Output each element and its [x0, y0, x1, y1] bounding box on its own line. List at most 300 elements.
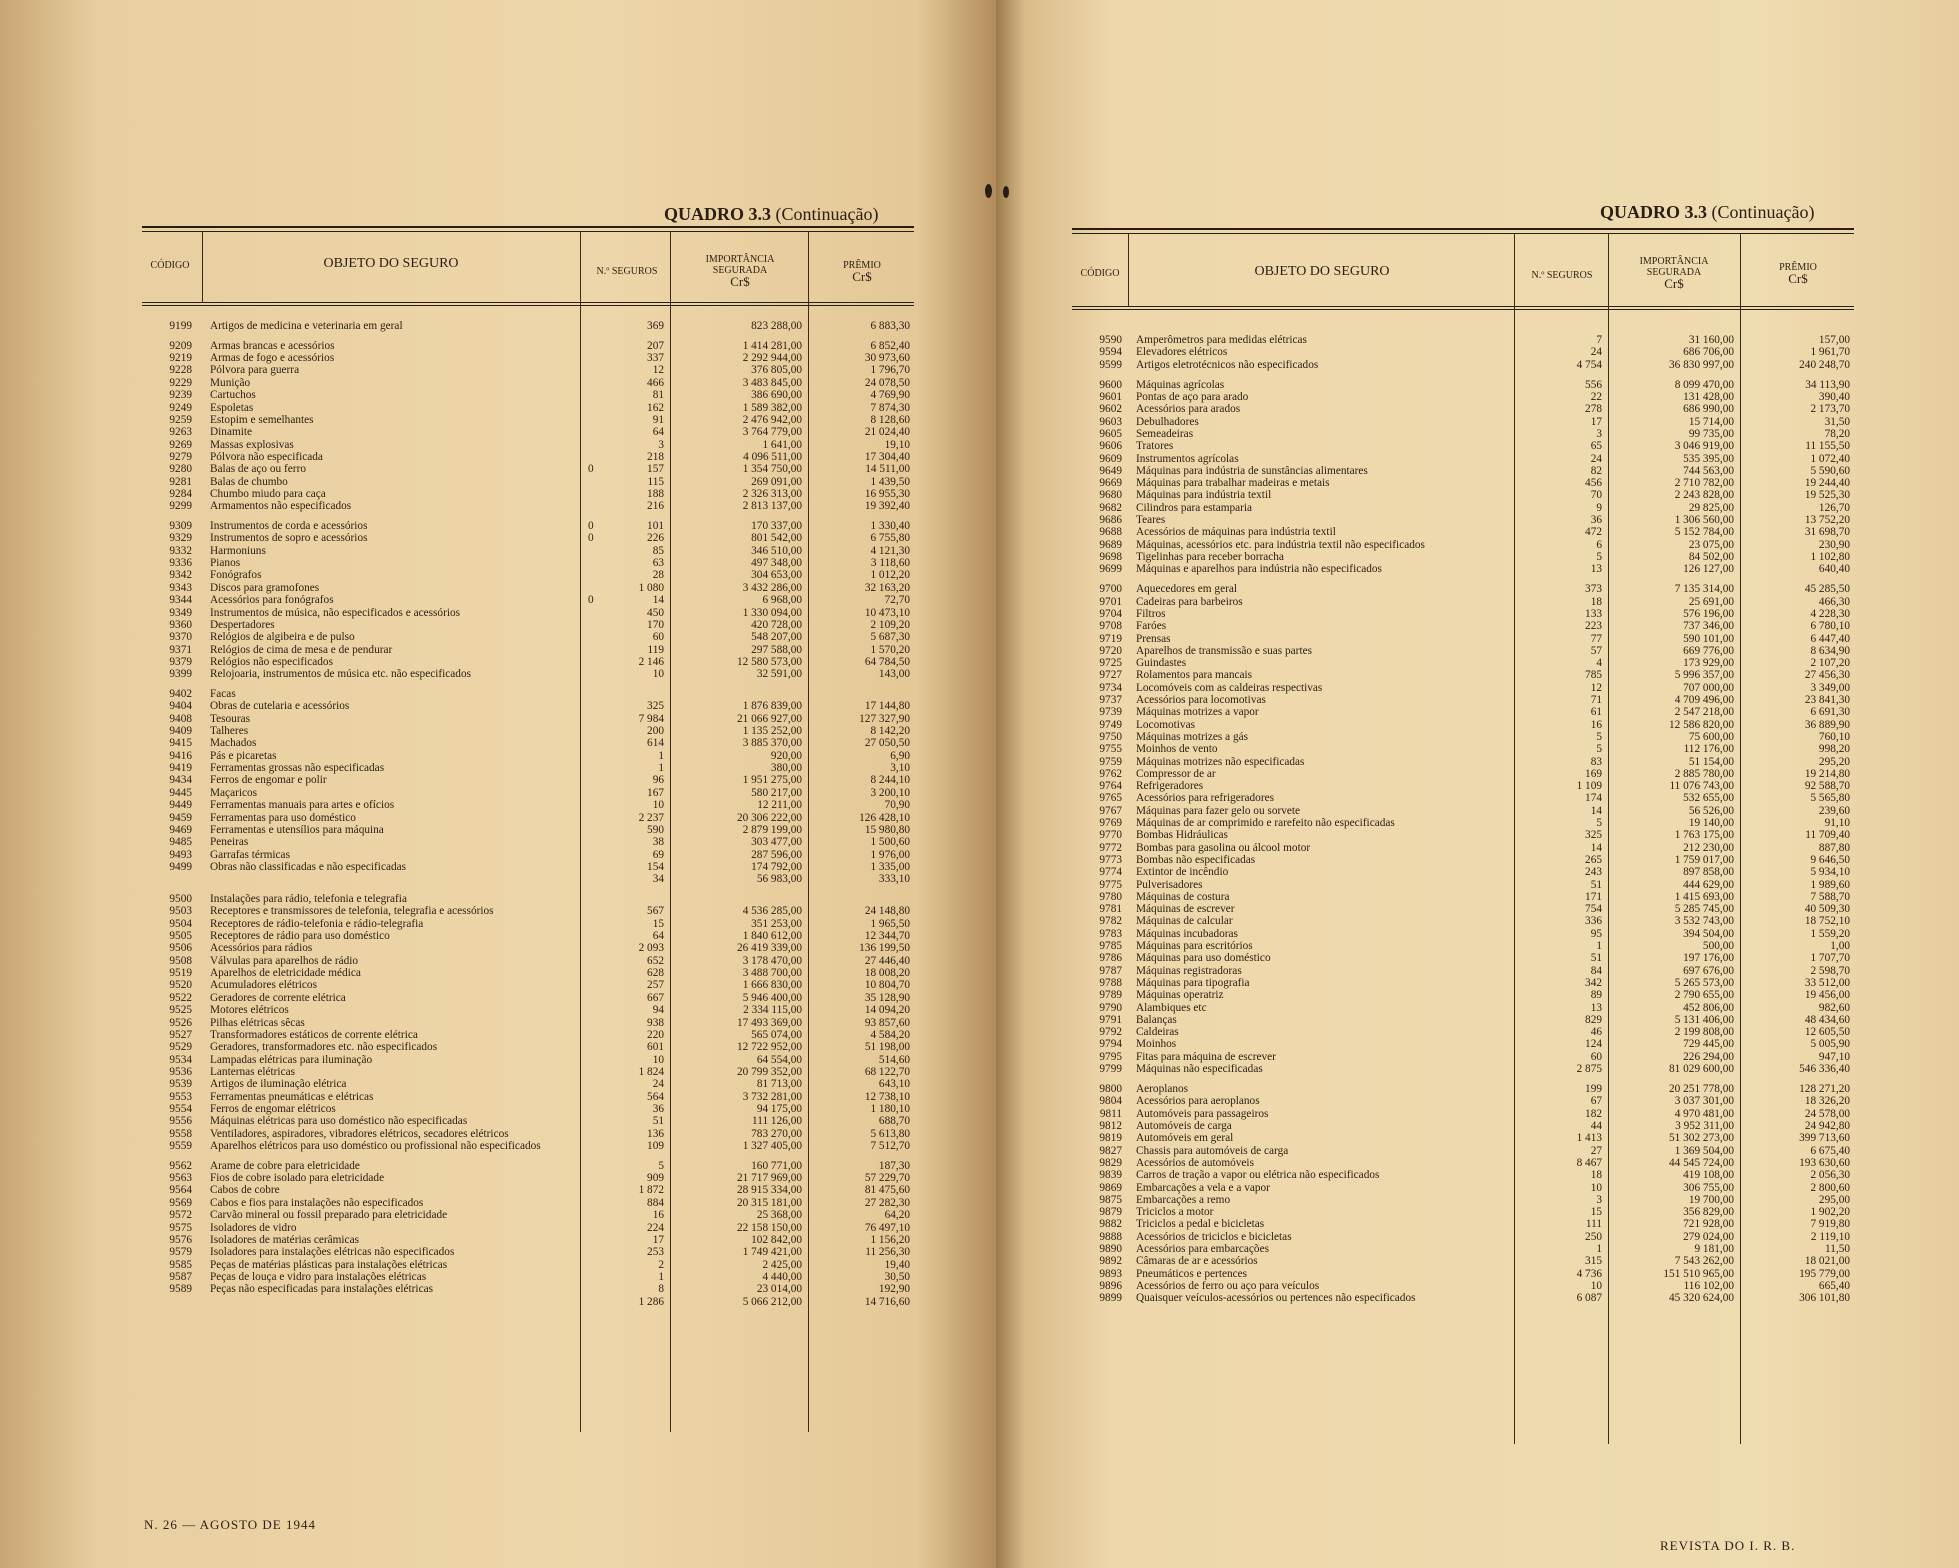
row-count: 6 087 [1576, 1292, 1602, 1305]
row-mark: 0 [588, 594, 594, 607]
table-row [0, 750, 996, 763]
row-mark: 0 [588, 532, 594, 545]
row-code: 9762 [1099, 767, 1122, 780]
row-code: 9336 [169, 557, 192, 570]
table-row [0, 824, 996, 837]
row-insured-value: 116 102,00 [1683, 1279, 1734, 1292]
row-insured-value: 744 563,00 [1683, 464, 1734, 477]
row-count: 36 [652, 1102, 664, 1115]
column-code: CÓDIGO [1080, 268, 1120, 279]
row-object: Prensas [1136, 632, 1171, 645]
row-object: Acessórios de triciclos e bicicletas [1136, 1230, 1292, 1243]
row-code: 9699 [1099, 563, 1122, 576]
row-premium: 1 707,70 [1810, 952, 1850, 965]
table-row [0, 439, 996, 452]
row-premium: 514,60 [878, 1053, 910, 1066]
table-row [0, 873, 996, 886]
row-count: 218 [647, 450, 664, 463]
row-count: 101 [647, 520, 664, 533]
table-row [0, 1078, 996, 1091]
row-premium: 6 852,40 [870, 339, 910, 352]
row-object: Tratores [1136, 440, 1174, 453]
row-count: 5 [1596, 730, 1602, 743]
table-row [996, 694, 1959, 707]
column-insured-value: IMPORTÂNCIA SEGURADA Cr$ [1639, 256, 1709, 291]
row-count: 28 [652, 569, 664, 582]
row-insured-value: 3 732 281,00 [742, 1090, 802, 1103]
row-object: Instrumentos agrícolas [1136, 452, 1239, 465]
table-row [0, 1091, 996, 1104]
row-insured-value: 4 970 481,00 [1674, 1107, 1734, 1120]
row-object: Instrumentos de música, não especificados e acessórios [210, 606, 461, 619]
row-count: 65 [1590, 440, 1602, 453]
row-premium: 12 344,70 [864, 930, 910, 943]
row-code: 9759 [1099, 755, 1122, 768]
table-row [996, 391, 1959, 404]
row-code: 9559 [169, 1140, 192, 1152]
row-insured-value: 2 326 313,00 [742, 487, 802, 500]
row-premium: 33 512,00 [1804, 976, 1850, 989]
row-count: 51 [1590, 878, 1602, 891]
row-count: 10 [652, 668, 664, 681]
row-count: 46 [1590, 1026, 1602, 1039]
row-object: Amperômetros para medidas elétricas [1136, 334, 1307, 346]
row-count: 1 872 [638, 1184, 664, 1197]
row-code: 9329 [169, 532, 192, 545]
table-row [0, 725, 996, 738]
table-row [0, 1160, 996, 1173]
row-insured-value: 112 176,00 [1683, 743, 1734, 756]
row-code: 9792 [1099, 1026, 1122, 1039]
row-object: Carvão mineral ou fossil preparado para eletricidade [210, 1209, 448, 1222]
row-object: Quaisquer veículos-acessórios ou pertences não especificados [1136, 1292, 1416, 1305]
row-premium: 2 109,20 [870, 618, 910, 631]
row-count: 27 [1590, 1144, 1602, 1157]
table-row [0, 631, 996, 644]
row-premium: 640,40 [1818, 563, 1850, 576]
row-count: 342 [1585, 976, 1602, 989]
row-object: Fios de cobre isolado para eletricidade [210, 1172, 385, 1185]
row-code: 9790 [1099, 1001, 1122, 1014]
table-row [0, 488, 996, 501]
row-count: 115 [647, 475, 664, 488]
row-count: 24 [652, 1078, 664, 1091]
table-row [0, 1296, 996, 1309]
row-count: 136 [647, 1127, 664, 1140]
row-object: Massas explosivas [210, 438, 294, 451]
row-code: 9409 [169, 725, 192, 738]
row-object: Faróes [1136, 620, 1167, 633]
table-row [0, 737, 996, 750]
row-object: Munição [210, 376, 251, 389]
row-count: 16 [1590, 718, 1602, 731]
row-code: 9344 [169, 594, 192, 607]
row-count: 85 [652, 544, 664, 557]
table-row [0, 893, 996, 906]
table-row [996, 940, 1959, 953]
row-premium: 947,10 [1818, 1050, 1850, 1063]
table-row [996, 854, 1959, 867]
table-row [0, 836, 996, 849]
row-insured-value: 287 596,00 [751, 848, 802, 861]
row-code: 9415 [169, 737, 192, 750]
row-premium: 18 008,20 [864, 967, 910, 980]
row-count: 614 [647, 737, 664, 750]
table-row [996, 989, 1959, 1002]
row-insured-value: 346 510,00 [751, 544, 802, 557]
row-insured-value: 380,00 [770, 762, 802, 775]
row-code: 9700 [1099, 583, 1122, 596]
row-object: Teares [1136, 514, 1166, 526]
table-row [996, 539, 1959, 552]
row-premium: 17 144,80 [864, 700, 910, 713]
row-insured-value: 590 101,00 [1683, 632, 1734, 645]
row-premium: 982,60 [1818, 1001, 1850, 1014]
row-code: 9782 [1099, 915, 1122, 928]
row-code: 9553 [169, 1090, 192, 1103]
row-object: Cartuchos [210, 389, 256, 402]
row-count: 157 [647, 463, 664, 476]
table-row [0, 476, 996, 489]
row-object: Ferros de engomar elétricos [210, 1102, 336, 1115]
row-object: Artigos de iluminação elétrica [210, 1078, 347, 1091]
table-row [996, 731, 1959, 744]
row-premium: 1 072,40 [1810, 452, 1850, 465]
row-code: 9737 [1099, 694, 1122, 706]
row-code: 9899 [1099, 1292, 1122, 1305]
row-insured-value: 28 915 334,00 [737, 1184, 802, 1197]
table-row [0, 1246, 996, 1259]
row-premium: 70,90 [884, 799, 910, 812]
row-premium: 11 709,40 [1805, 829, 1850, 842]
row-insured-value: 1 414 281,00 [742, 339, 802, 352]
row-premium: 12 738,10 [864, 1090, 910, 1103]
row-code: 9727 [1099, 669, 1122, 682]
row-object: Ferramentas e utensílios para máquina [210, 823, 384, 836]
row-object: Motores elétricos [210, 1004, 289, 1017]
row-premium: 5 687,30 [870, 631, 910, 644]
row-count: 3 [658, 438, 664, 451]
row-count: 2 [658, 1258, 664, 1271]
row-premium: 1 156,20 [870, 1233, 910, 1246]
table-row [0, 918, 996, 931]
row-object: Máquinas operatriz [1136, 989, 1224, 1002]
row-count: 884 [647, 1196, 664, 1209]
row-insured-value: 12 580 573,00 [737, 655, 802, 668]
row-premium: 887,80 [1818, 841, 1850, 854]
row-object: Embarcações a remo [1136, 1193, 1231, 1206]
row-count: 369 [647, 320, 664, 332]
row-insured-value: 3 885 370,00 [742, 737, 802, 750]
table-row [996, 403, 1959, 416]
row-object: Extintor de incêndio [1136, 866, 1229, 879]
row-count: 8 [658, 1283, 664, 1296]
row-count: 590 [647, 823, 664, 836]
row-premium: 7 874,30 [870, 401, 910, 414]
table-row [996, 514, 1959, 527]
row-object: Armamentos não especificados [210, 500, 352, 513]
table-row [996, 965, 1959, 978]
row-premium: 2 056,30 [1810, 1169, 1850, 1182]
row-object: Caldeiras [1136, 1026, 1179, 1039]
row-premium: 40 509,30 [1804, 903, 1850, 916]
table-row [0, 451, 996, 464]
row-object: Máquinas elétricas para uso doméstico não especificadas [210, 1115, 468, 1128]
row-code: 9449 [169, 799, 192, 812]
row-insured-value: 5 066 212,00 [742, 1295, 802, 1308]
row-insured-value: 6 968,00 [762, 594, 802, 607]
row-insured-value: 45 320 624,00 [1669, 1292, 1734, 1305]
table-row [996, 502, 1959, 515]
row-code: 9563 [169, 1172, 192, 1185]
row-code: 9520 [169, 979, 192, 992]
row-premium: 81 475,60 [864, 1184, 910, 1197]
row-code: 9419 [169, 762, 192, 775]
table-row [0, 979, 996, 992]
row-premium: 128 271,20 [1799, 1083, 1850, 1096]
row-premium: 5 590,60 [1810, 464, 1850, 477]
row-premium: 27 446,40 [864, 954, 910, 967]
row-code: 9890 [1099, 1243, 1122, 1255]
table-row [0, 700, 996, 713]
row-count: 17 [1590, 415, 1602, 428]
row-insured-value: 81 029 600,00 [1669, 1063, 1734, 1075]
row-insured-value: 2 199 808,00 [1674, 1026, 1734, 1039]
row-count: 1 [658, 749, 664, 762]
row-code: 9720 [1099, 644, 1122, 657]
row-code: 9725 [1099, 657, 1122, 670]
row-insured-value: 64 554,00 [756, 1053, 802, 1066]
row-premium: 14 716,60 [864, 1295, 910, 1308]
row-object: Pontas de aço para arado [1136, 391, 1249, 403]
table-row [0, 1115, 996, 1128]
row-code: 9787 [1099, 964, 1122, 977]
row-object: Geradores, transformadores etc. não especificados [210, 1041, 438, 1054]
row-premium: 195 779,00 [1799, 1267, 1850, 1280]
table-row [996, 1132, 1959, 1145]
table-title: QUADRO 3.3 (Continuação) [664, 204, 879, 224]
row-object: Garrafas térmicas [210, 848, 290, 861]
row-code: 9783 [1099, 927, 1122, 940]
row-count: 337 [647, 352, 664, 365]
row-premium: 4 121,30 [870, 544, 910, 557]
row-premium: 36 889,90 [1804, 718, 1850, 731]
row-premium: 27 282,30 [864, 1196, 910, 1209]
row-code: 9781 [1099, 903, 1122, 916]
row-code: 9773 [1099, 853, 1122, 866]
row-object: Máquinas de calcular [1136, 915, 1233, 928]
row-premium: 390,40 [1818, 391, 1850, 403]
row-insured-value: 1 876 839,00 [742, 700, 802, 713]
row-insured-value: 897 858,00 [1683, 866, 1734, 879]
row-insured-value: 565 074,00 [751, 1028, 802, 1041]
row-object: Harmoniuns [210, 544, 266, 557]
row-count: 601 [647, 1041, 664, 1054]
row-code: 9228 [169, 364, 192, 377]
row-object: Isoladores para instalações elétricas não especificados [210, 1246, 455, 1259]
row-insured-value: 1 327 405,00 [742, 1140, 802, 1152]
row-code: 9199 [169, 320, 192, 332]
row-premium: 136 199,50 [859, 942, 910, 955]
row-insured-value: 2 476 942,00 [742, 413, 802, 426]
row-premium: 16 955,30 [864, 487, 910, 500]
row-premium: 14 511,00 [865, 463, 910, 476]
table-row [996, 879, 1959, 892]
row-object: Elevadores elétricos [1136, 346, 1228, 359]
row-count: 154 [647, 860, 664, 873]
row-object: Facas [210, 688, 236, 700]
row-code: 9791 [1099, 1013, 1122, 1026]
table-row [996, 583, 1959, 596]
row-premium: 8 128,60 [870, 413, 910, 426]
row-code: 9587 [169, 1270, 192, 1283]
row-code: 9500 [169, 893, 192, 905]
row-code: 9508 [169, 954, 192, 967]
row-insured-value: 26 419 339,00 [737, 942, 802, 955]
row-code: 9769 [1099, 817, 1122, 829]
row-code: 9575 [169, 1221, 192, 1234]
table-row [0, 992, 996, 1005]
row-count: 315 [1585, 1255, 1602, 1268]
row-object: Embarcações a vela e a vapor [1136, 1181, 1270, 1194]
row-insured-value: 707 000,00 [1683, 681, 1734, 694]
row-object: Aparelhos elétricos para uso doméstico ou profissional não especificados [210, 1140, 541, 1152]
table-row [996, 1014, 1959, 1027]
table-row [996, 1108, 1959, 1121]
row-count: 89 [1590, 989, 1602, 1002]
row-object: Espoletas [210, 401, 254, 414]
row-object: Fitas para máquina de escrever [1136, 1050, 1276, 1063]
table-row [996, 1083, 1959, 1096]
row-count: 336 [1585, 915, 1602, 928]
row-object: Peças de louça e vidro para instalações elétricas [210, 1270, 427, 1283]
table-row [0, 1197, 996, 1210]
row-count: 82 [1590, 464, 1602, 477]
row-count: 1 286 [638, 1295, 664, 1308]
row-premium: 143,00 [878, 668, 910, 681]
table-row [996, 526, 1959, 539]
table-row [996, 1051, 1959, 1064]
row-object: Isoladores de matérias cerâmicas [210, 1233, 359, 1246]
table-row [996, 780, 1959, 793]
row-code: 9281 [169, 475, 192, 488]
row-count: 83 [1590, 755, 1602, 768]
row-premium: 1,00 [1830, 940, 1850, 952]
table-row [0, 812, 996, 825]
row-code: 9219 [169, 352, 192, 365]
row-premium: 6 675,40 [1810, 1144, 1850, 1157]
table-row [996, 669, 1959, 682]
row-premium: 760,10 [1818, 730, 1850, 743]
row-code: 9585 [169, 1258, 192, 1271]
row-count: 162 [647, 401, 664, 414]
row-code: 9408 [169, 712, 192, 725]
row-code: 9342 [169, 569, 192, 582]
table-row [996, 596, 1959, 609]
row-code: 9767 [1099, 804, 1122, 817]
row-premium: 1 180,10 [870, 1102, 910, 1115]
row-object: Artigos de medicina e veterinaria em geral [210, 320, 403, 332]
row-object: Acessórios para embarcações [1136, 1243, 1269, 1255]
row-count: 119 [647, 643, 664, 656]
row-object: Máquinas motrizes não especificadas [1136, 755, 1305, 768]
row-insured-value: 3 764 779,00 [742, 426, 802, 439]
row-count: 5 [1596, 550, 1602, 563]
row-count: 14 [1590, 841, 1602, 854]
row-mark: 0 [588, 463, 594, 476]
row-premium: 193 630,60 [1799, 1156, 1850, 1169]
row-insured-value: 102 842,00 [751, 1233, 802, 1246]
row-code: 9704 [1099, 607, 1122, 620]
table-row [0, 1029, 996, 1042]
row-premium: 4 769,90 [870, 389, 910, 402]
row-count: 14 [652, 594, 664, 607]
row-object: Máquinas para escritórios [1136, 940, 1253, 952]
row-count: 3 [1596, 1193, 1602, 1206]
row-premium: 6 755,80 [870, 532, 910, 545]
table-row [996, 1280, 1959, 1293]
row-object: Máquinas para tipografia [1136, 976, 1250, 989]
row-code: 9506 [169, 942, 192, 955]
row-code: 9896 [1099, 1279, 1122, 1292]
column-divider [202, 232, 203, 302]
row-object: Acessórios para arados [1136, 403, 1241, 416]
row-code: 9416 [169, 749, 192, 762]
row-count: 466 [647, 376, 664, 389]
row-insured-value: 576 196,00 [1683, 607, 1734, 620]
row-code: 9399 [169, 668, 192, 681]
row-count: 36 [1590, 514, 1602, 526]
row-count: 1 [658, 762, 664, 775]
row-premium: 1 961,70 [1810, 346, 1850, 359]
row-insured-value: 444 629,00 [1683, 878, 1734, 891]
table-row [996, 915, 1959, 928]
row-premium: 1 796,70 [870, 364, 910, 377]
row-premium: 1 335,00 [870, 860, 910, 873]
row-insured-value: 212 230,00 [1683, 841, 1734, 854]
row-premium: 295,20 [1818, 755, 1850, 768]
row-premium: 5 005,90 [1810, 1038, 1850, 1051]
table-row [996, 563, 1959, 576]
row-premium: 19 214,80 [1804, 767, 1850, 780]
row-object: Armas de fogo e acessórios [210, 352, 335, 365]
row-premium: 1 330,40 [870, 520, 910, 533]
row-count: 216 [647, 500, 664, 513]
row-code: 9504 [169, 917, 192, 930]
row-count: 652 [647, 954, 664, 967]
row-insured-value: 783 270,00 [751, 1127, 802, 1140]
row-code: 9332 [169, 544, 192, 557]
row-object: Acessórios para aeroplanos [1136, 1095, 1260, 1108]
table-row [0, 762, 996, 775]
table-row [0, 1140, 996, 1153]
table-row [0, 582, 996, 595]
row-premium: 8 634,90 [1810, 644, 1850, 657]
row-premium: 3 349,00 [1810, 681, 1850, 694]
row-premium: 126,70 [1818, 501, 1850, 514]
row-code: 9649 [1099, 464, 1122, 477]
row-insured-value: 23 075,00 [1688, 538, 1734, 551]
row-count: 2 146 [638, 655, 664, 668]
row-insured-value: 5 131 406,00 [1674, 1013, 1734, 1026]
row-object: Máquinas de ar comprimido e rarefeito não especificadas [1136, 817, 1395, 829]
row-insured-value: 1 749 421,00 [742, 1246, 802, 1259]
row-premium: 76 497,10 [864, 1221, 910, 1234]
row-insured-value: 697 676,00 [1683, 964, 1734, 977]
table-row [0, 656, 996, 669]
row-insured-value: 2 710 782,00 [1674, 477, 1734, 490]
column-count: N.º SEGUROS [596, 266, 658, 277]
